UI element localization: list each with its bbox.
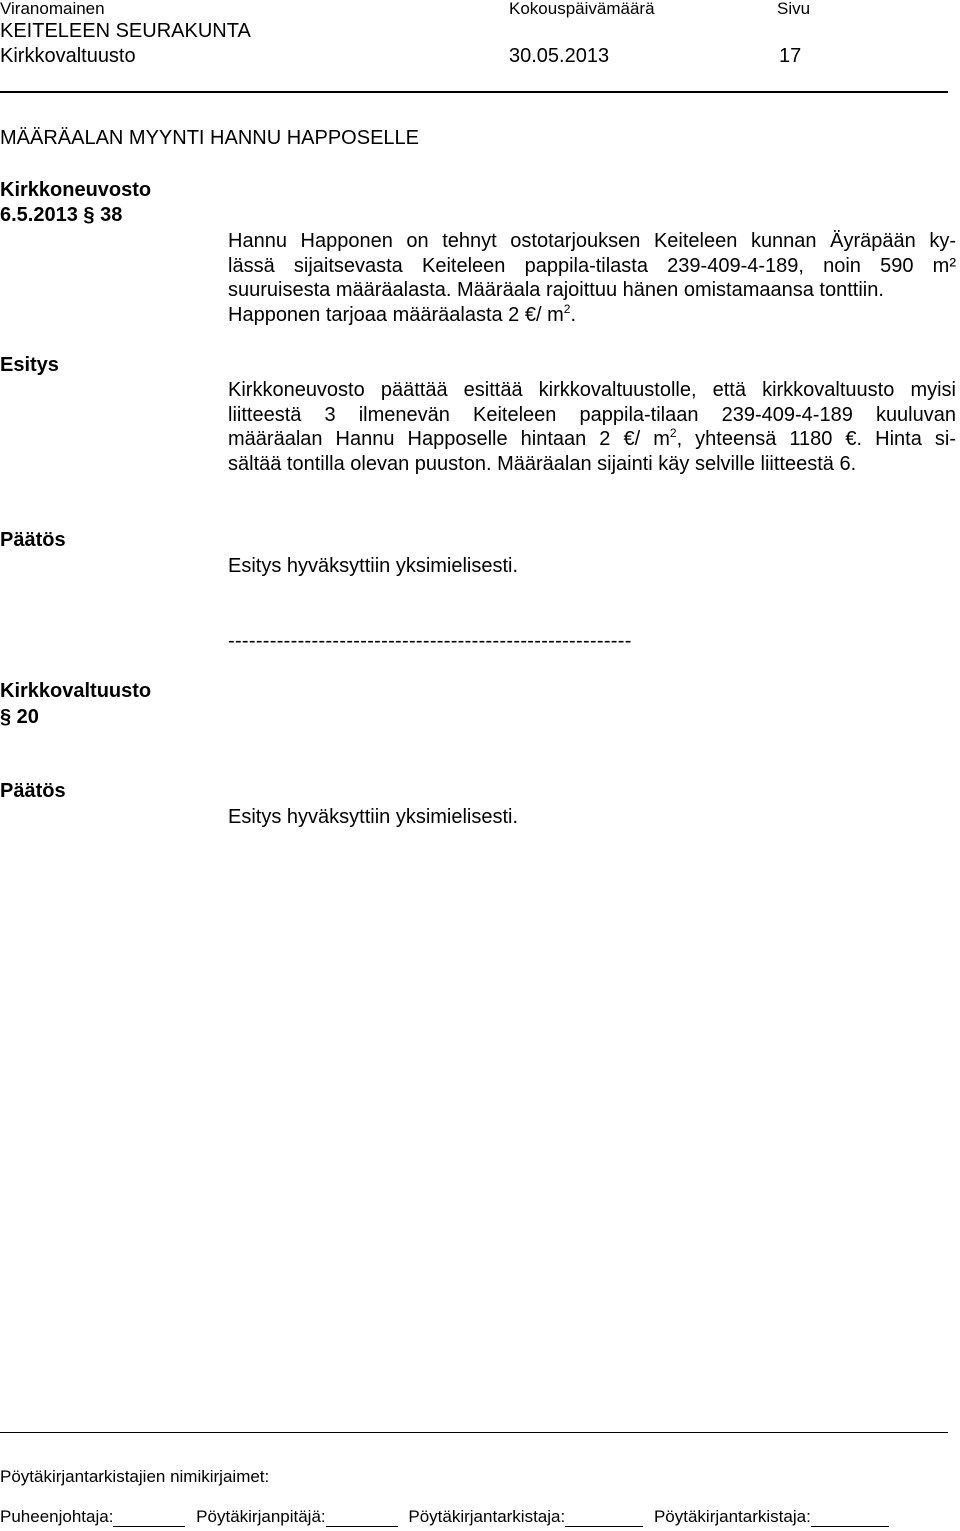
signature-line [113, 1512, 185, 1527]
footer-checker-label: Pöytäkirjantarkistaja: [408, 1507, 566, 1526]
decision-label: Päätös [0, 529, 66, 551]
header-page-label: Sivu [777, 0, 811, 18]
description-line: suuruisesta määräalasta. Määräala rajoittuu hänen omistamaansa tonttiin. [228, 279, 884, 301]
header-meeting-date: 30.05.2013 [509, 45, 610, 67]
footer-checker-label: Pöytäkirjantarkistaja: [653, 1507, 811, 1526]
decision-text: Esitys hyväksyttiin yksimielisesti. [228, 555, 519, 577]
signature-line [811, 1512, 889, 1527]
footer-signature-row [0, 1507, 889, 1527]
footer-initials-label: Pöytäkirjantarkistajien nimikirjaimet: [0, 1467, 270, 1486]
signature-line [326, 1512, 398, 1527]
superscript-two: 2 [669, 426, 677, 440]
proposal-line: liitteestä 3 ilmenevän Keiteleen pappila-tilaan 239-409-4-189 kuuluvan [228, 403, 956, 426]
description-paragraph [228, 229, 956, 327]
description-line: lässä sijaitsevasta Keiteleen pappila-tilasta 239-409-4-189, noin 590 m² [228, 254, 956, 277]
description-line: Hannu Happonen on tehnyt ostotarjouksen Keiteleen kunnan Äyräpään ky- [228, 230, 956, 252]
reference-date-paragraph: 6.5.2013 § 38 [0, 204, 123, 226]
proposal-paragraph [228, 378, 956, 476]
reference-body: Kirkkoneuvosto [0, 179, 152, 201]
footer-secretary-label: Pöytäkirjanpitäjä: [196, 1507, 326, 1526]
signature-line [565, 1512, 643, 1527]
proposal-line: määräalan Hannu Happoselle hintaan 2 €/ $m^2$, yhteensä 1180 €. Hinta si- [228, 426, 956, 450]
proposal-line: Kirkkoneuvosto päättää esittää kirkkovaltuustolle, että kirkkovaltuusto myisi [228, 379, 956, 401]
header-organization: KEITELEEN SEURAKUNTA [0, 20, 251, 42]
footer-rule [0, 1432, 948, 1433]
decision-label: Päätös [0, 780, 66, 802]
decision-text: Esitys hyväksyttiin yksimielisesti. [228, 806, 519, 828]
header-page-number: 17 [779, 45, 802, 67]
council-paragraph: § 20 [0, 706, 39, 728]
separator-dashes: ---------------------------------------------------------- [228, 630, 632, 652]
description-line: Happonen tarjoaa määräalasta 2 €/ $m^2$. [228, 301, 577, 326]
header-body-name: Kirkkovaltuusto [0, 45, 136, 67]
header-rule [0, 91, 948, 93]
header-authority-label: Viranomainen [0, 0, 105, 18]
proposal-line: sältää tontilla olevan puuston. Määräalan sijainti käy selville liitteestä 6. [228, 452, 857, 475]
header-date-label: Kokouspäivämäärä [509, 0, 655, 18]
proposal-label: Esitys [0, 354, 59, 376]
footer-chair-label: Puheenjohtaja: [0, 1507, 114, 1526]
superscript-two: 2 [563, 301, 571, 316]
council-label: Kirkkovaltuusto [0, 680, 152, 702]
section-title: MÄÄRÄALAN MYYNTI HANNU HAPPOSELLE [0, 127, 419, 149]
